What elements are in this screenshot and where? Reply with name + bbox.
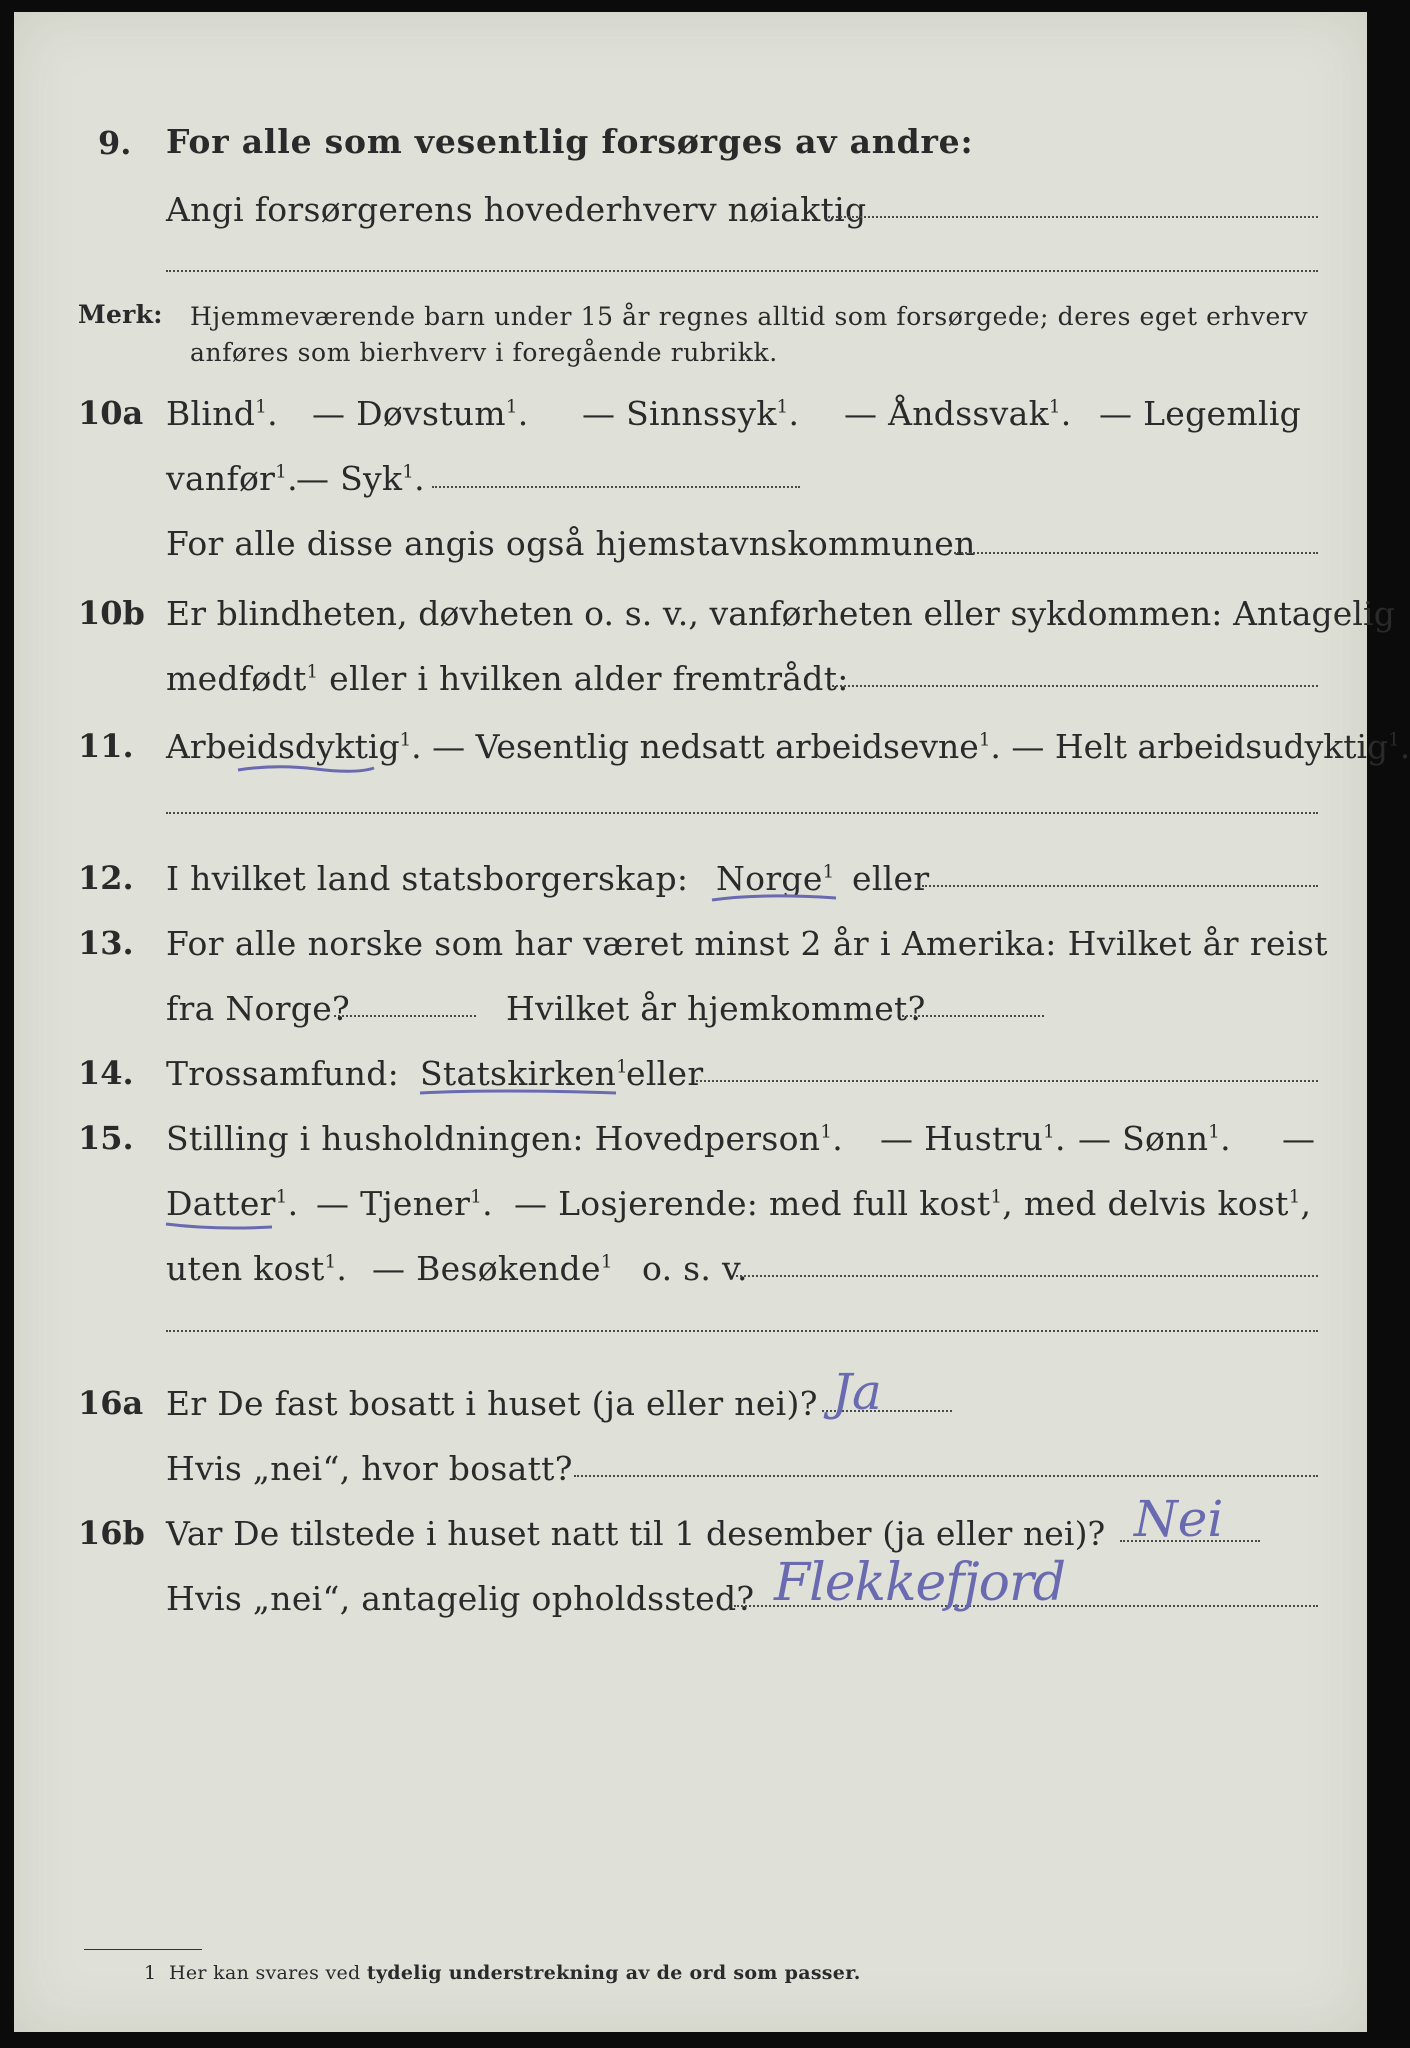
q15-text-1: Stilling i husholdningen: Hovedperson$^1$. <box>166 1119 843 1158</box>
q11-number: 11. <box>78 727 134 765</box>
q15-uten-kost: uten kost$^1$. <box>166 1249 348 1288</box>
q10a-andssvak: — Åndssvak$^1$. <box>844 394 1072 433</box>
q13-fra-norge: fra Norge? <box>166 989 351 1028</box>
q16a-bosatt-line[interactable] <box>574 1475 1318 1477</box>
q12-answer-line[interactable] <box>922 885 1318 887</box>
footnote-mark: 1 <box>144 1962 157 1984</box>
q13-reist-line[interactable] <box>334 1015 476 1017</box>
merk-text-2: anføres som bierhverv i foregående rubrikk. <box>190 338 778 367</box>
q10a-number: 10a <box>78 394 144 432</box>
q16a-text-2: Hvis „nei“, hvor bosatt? <box>166 1449 573 1488</box>
q16b-text-2: Hvis „nei“, antagelig opholdssted? <box>166 1579 755 1618</box>
pencil-underline-norge <box>710 890 838 906</box>
q16b-handwritten-answer: Nei <box>1134 1490 1224 1548</box>
q16b-text: Var De tilstede i huset natt til 1 desember (ja eller nei)? <box>166 1514 1106 1553</box>
q10a-sinnssyk: — Sinnssyk$^1$. <box>582 394 800 433</box>
q10a-hjemstavn: For alle disse angis også hjemstavnskommunen <box>166 524 976 563</box>
q15-answer-line-2[interactable] <box>166 1330 1318 1332</box>
q12-text: I hvilket land statsborgerskap: <box>166 859 689 898</box>
q15-answer-line[interactable] <box>736 1275 1318 1277</box>
q15-osv: o. s. v. <box>642 1249 748 1288</box>
q13-text-1: For alle norske som har været minst 2 år i Amerika: Hvilket år reist <box>166 924 1328 963</box>
pencil-underline-statskirken <box>418 1084 618 1100</box>
q10a-syk-line[interactable] <box>432 486 800 488</box>
pencil-underline-arbeidsdyktig <box>236 760 376 776</box>
q13-hjemkommet-line[interactable] <box>902 1015 1044 1017</box>
footnote-text: Her kan svares ved tydelig understrekning av de ord som passer. <box>169 1962 861 1984</box>
q15-tjener: — Tjener$^1$. <box>316 1184 493 1223</box>
q16a-text: Er De fast bosatt i huset (ja eller nei)? <box>166 1384 818 1423</box>
q9-heading: For alle som vesentlig forsørges av andre: <box>166 122 974 161</box>
q10b-text-2: medfødt$^1$ eller i hvilken alder fremtrådt: <box>166 659 849 698</box>
q15-hustru: — Hustru$^1$. <box>880 1119 1066 1158</box>
q15-number: 15. <box>78 1119 134 1157</box>
q12-norge: Norge$^1$ <box>716 859 835 898</box>
q16b-number: 16b <box>78 1514 145 1552</box>
q9-answer-line-2[interactable] <box>166 270 1318 272</box>
q13-number: 13. <box>78 924 134 962</box>
q9-number: 9. <box>98 124 132 162</box>
q10b-text-1: Er blindheten, døvheten o. s. v., vanførheten eller sykdommen: Antagelig <box>166 594 1395 633</box>
q10b-answer-line[interactable] <box>832 685 1318 687</box>
q12-number: 12. <box>78 859 134 897</box>
q13-hjemkommet: Hvilket år hjemkommet? <box>506 989 926 1028</box>
census-form-page <box>14 12 1410 2032</box>
q11-text: Arbeidsdyktig$^1$. — Vesentlig nedsatt arbeidsevne$^1$. — Helt arbeidsudyktig$^1$. <box>166 727 1410 766</box>
q15-datter: Datter$^1$. <box>166 1184 299 1223</box>
q14-eller: eller <box>626 1054 704 1093</box>
q16b-handwritten-place: Flekkefjord <box>774 1553 1066 1613</box>
q10b-number: 10b <box>78 594 145 632</box>
q15-sonn: — Sønn$^1$. <box>1078 1119 1231 1158</box>
q16a-handwritten-answer: Ja <box>832 1363 882 1421</box>
q14-answer-line[interactable] <box>696 1080 1318 1082</box>
footnote-rule <box>84 1949 202 1950</box>
q14-statskirken: Statskirken$^1$ <box>420 1054 628 1093</box>
q15-losjerende: — Losjerende: med full kost$^1$, med delvis kost$^1$, <box>514 1184 1312 1223</box>
q14-text: Trossamfund: <box>166 1054 400 1093</box>
merk-text-1: Hjemmeværende barn under 15 år regnes alltid som forsørgede; deres eget erhverv <box>190 302 1309 331</box>
q15-dash: — <box>1282 1119 1316 1158</box>
q10a-blind: Blind$^1$. <box>166 394 278 433</box>
q10a-vanfor: vanfør$^1$. <box>166 459 298 498</box>
q12-eller: eller <box>852 859 930 898</box>
q10a-legemlig: — Legemlig <box>1099 394 1302 433</box>
q10a-syk: — Syk$^1$. <box>296 459 425 498</box>
q16a-number: 16a <box>78 1384 144 1422</box>
q9-question: Angi forsørgerens hovederhverv nøiaktig <box>166 190 867 229</box>
q14-number: 14. <box>78 1054 134 1092</box>
q9-answer-line[interactable] <box>828 216 1318 218</box>
q15-besokende: — Besøkende$^1$ <box>372 1249 613 1288</box>
q11-answer-line[interactable] <box>166 812 1318 814</box>
q10a-hjemstavn-line[interactable] <box>954 552 1318 554</box>
q10a-dovstum: — Døvstum$^1$. <box>312 394 529 433</box>
merk-label: Merk: <box>78 300 163 329</box>
pencil-underline-datter <box>164 1218 274 1234</box>
